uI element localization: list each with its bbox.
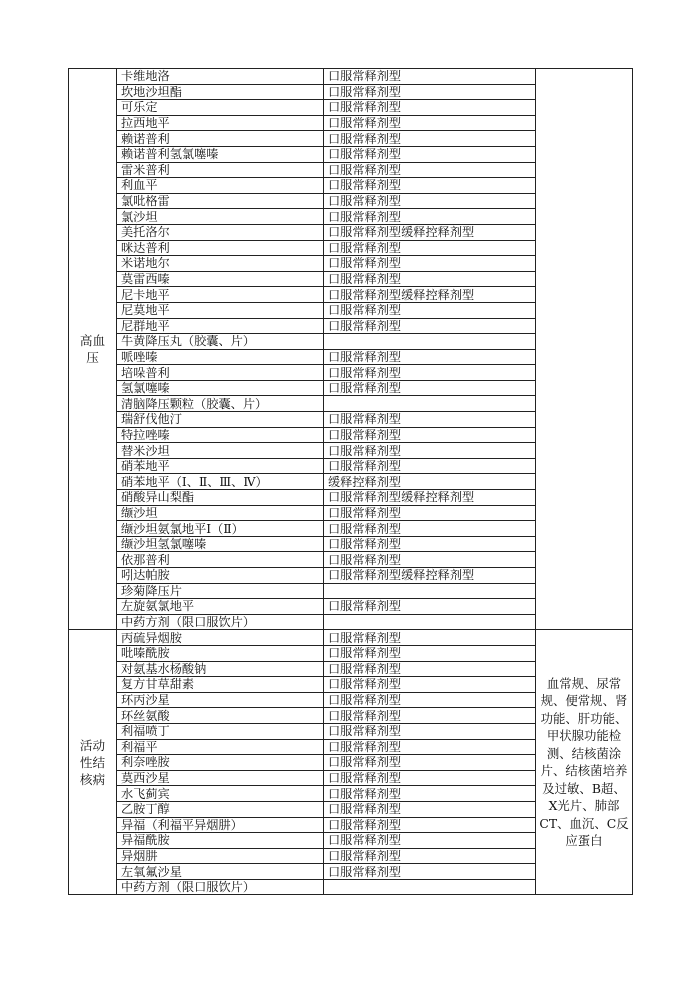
drug-table [68, 68, 633, 895]
drug-name-cell: 尼卡地平 [117, 287, 324, 303]
dosage-form-cell: 口服常释剂型 [324, 708, 536, 724]
dosage-form-cell: 口服常释剂型 [324, 271, 536, 287]
dosage-form-cell: 口服常释剂型 [324, 365, 536, 381]
drug-name-cell: 莫西沙星 [117, 770, 324, 786]
dosage-form-cell: 口服常释剂型 [324, 443, 536, 459]
dosage-form-cell: 口服常释剂型 [324, 599, 536, 615]
dosage-form-cell: 口服常释剂型缓释控释剂型 [324, 568, 536, 584]
dosage-form-cell: 口服常释剂型 [324, 240, 536, 256]
drug-name-cell: 吡嗪酰胺 [117, 645, 324, 661]
dosage-form-cell: 缓释控释剂型 [324, 474, 536, 490]
drug-name-cell: 水飞蓟宾 [117, 786, 324, 802]
drug-name-cell: 缬沙坦 [117, 505, 324, 521]
dosage-form-cell: 口服常释剂型 [324, 630, 536, 646]
drug-name-cell: 环丙沙星 [117, 692, 324, 708]
dosage-form-cell: 口服常释剂型 [324, 178, 536, 194]
drug-name-cell: 雷米普利 [117, 162, 324, 178]
drug-name-cell: 特拉唑嗪 [117, 427, 324, 443]
dosage-form-cell: 口服常释剂型 [324, 521, 536, 537]
dosage-form-cell: 口服常释剂型 [324, 349, 536, 365]
category-cell: 活动性结核病 [69, 630, 117, 895]
dosage-form-cell: 口服常释剂型 [324, 146, 536, 162]
dosage-form-cell [324, 614, 536, 630]
drug-name-cell: 左旋氨氯地平 [117, 599, 324, 615]
dosage-form-cell: 口服常释剂型 [324, 552, 536, 568]
drug-name-cell: 利奈唑胺 [117, 755, 324, 771]
dosage-form-cell [324, 334, 536, 350]
dosage-form-cell: 口服常释剂型 [324, 739, 536, 755]
drug-name-cell: 珍菊降压片 [117, 583, 324, 599]
document-page [68, 68, 632, 895]
drug-name-cell: 丙硫异烟胺 [117, 630, 324, 646]
drug-name-cell: 依那普利 [117, 552, 324, 568]
drug-name-cell: 坎地沙坦酯 [117, 84, 324, 100]
drug-name-cell: 牛黄降压丸（胶囊、片） [117, 334, 324, 350]
drug-name-cell: 硝酸异山梨酯 [117, 490, 324, 506]
exam-items-cell [536, 69, 633, 630]
dosage-form-cell: 口服常释剂型 [324, 380, 536, 396]
category-cell: 高血压 [69, 69, 117, 630]
dosage-form-cell: 口服常释剂型 [324, 162, 536, 178]
dosage-form-cell: 口服常释剂型 [324, 817, 536, 833]
drug-name-cell: 利福喷丁 [117, 723, 324, 739]
drug-name-cell: 美托洛尔 [117, 224, 324, 240]
drug-name-cell: 哌唑嗪 [117, 349, 324, 365]
exam-items-cell: 血常规、尿常规、便常规、肾功能、肝功能、甲状腺功能检测、结核菌涂片、结核菌培养及过敏、B超、X光片、肺部CT、血沉、C反应蛋白 [536, 630, 633, 895]
drug-name-cell: 环丝氨酸 [117, 708, 324, 724]
drug-name-cell: 瑞舒伐他汀 [117, 412, 324, 428]
drug-name-cell: 拉西地平 [117, 115, 324, 131]
dosage-form-cell: 口服常释剂型 [324, 723, 536, 739]
dosage-form-cell: 口服常释剂型 [324, 318, 536, 334]
dosage-form-cell: 口服常释剂型 [324, 505, 536, 521]
drug-name-cell: 氯吡格雷 [117, 193, 324, 209]
dosage-form-cell: 口服常释剂型 [324, 661, 536, 677]
dosage-form-cell: 口服常释剂型 [324, 131, 536, 147]
dosage-form-cell: 口服常释剂型 [324, 848, 536, 864]
drug-name-cell: 利福平 [117, 739, 324, 755]
dosage-form-cell: 口服常释剂型 [324, 770, 536, 786]
drug-name-cell: 尼群地平 [117, 318, 324, 334]
drug-name-cell: 清脑降压颗粒（胶囊、片） [117, 396, 324, 412]
drug-name-cell: 缬沙坦氨氯地平Ⅰ（Ⅱ） [117, 521, 324, 537]
drug-name-cell: 硝苯地平 [117, 458, 324, 474]
dosage-form-cell: 口服常释剂型缓释控释剂型 [324, 287, 536, 303]
dosage-form-cell: 口服常释剂型 [324, 115, 536, 131]
dosage-form-cell: 口服常释剂型 [324, 536, 536, 552]
drug-name-cell: 左氧氟沙星 [117, 864, 324, 880]
dosage-form-cell: 口服常释剂型 [324, 645, 536, 661]
table-row [69, 630, 633, 646]
dosage-form-cell: 口服常释剂型 [324, 84, 536, 100]
dosage-form-cell: 口服常释剂型 [324, 833, 536, 849]
dosage-form-cell: 口服常释剂型 [324, 100, 536, 116]
dosage-form-cell: 口服常释剂型 [324, 209, 536, 225]
dosage-form-cell: 口服常释剂型 [324, 69, 536, 85]
dosage-form-cell: 口服常释剂型 [324, 677, 536, 693]
drug-name-cell: 异烟肼 [117, 848, 324, 864]
drug-name-cell: 氢氯噻嗪 [117, 380, 324, 396]
drug-name-cell: 培哚普利 [117, 365, 324, 381]
drug-name-cell: 咪达普利 [117, 240, 324, 256]
dosage-form-cell: 口服常释剂型 [324, 692, 536, 708]
drug-name-cell: 赖诺普利氢氯噻嗪 [117, 146, 324, 162]
dosage-form-cell: 口服常释剂型 [324, 864, 536, 880]
dosage-form-cell: 口服常释剂型缓释控释剂型 [324, 490, 536, 506]
drug-name-cell: 中药方剂（限口服饮片） [117, 614, 324, 630]
table-row [69, 69, 633, 85]
table-body [69, 69, 633, 895]
dosage-form-cell: 口服常释剂型 [324, 302, 536, 318]
dosage-form-cell [324, 879, 536, 895]
dosage-form-cell [324, 396, 536, 412]
drug-name-cell: 替米沙坦 [117, 443, 324, 459]
drug-name-cell: 赖诺普利 [117, 131, 324, 147]
drug-name-cell: 中药方剂（限口服饮片） [117, 879, 324, 895]
drug-name-cell: 可乐定 [117, 100, 324, 116]
drug-name-cell: 卡维地洛 [117, 69, 324, 85]
dosage-form-cell: 口服常释剂型 [324, 755, 536, 771]
dosage-form-cell: 口服常释剂型缓释控释剂型 [324, 224, 536, 240]
dosage-form-cell: 口服常释剂型 [324, 193, 536, 209]
drug-name-cell: 利血平 [117, 178, 324, 194]
dosage-form-cell: 口服常释剂型 [324, 801, 536, 817]
dosage-form-cell: 口服常释剂型 [324, 786, 536, 802]
drug-name-cell: 硝苯地平（Ⅰ、Ⅱ、Ⅲ、Ⅳ） [117, 474, 324, 490]
drug-name-cell: 吲达帕胺 [117, 568, 324, 584]
drug-name-cell: 缬沙坦氢氯噻嗪 [117, 536, 324, 552]
dosage-form-cell: 口服常释剂型 [324, 458, 536, 474]
drug-name-cell: 复方甘草甜素 [117, 677, 324, 693]
drug-name-cell: 米诺地尔 [117, 256, 324, 272]
drug-name-cell: 莫雷西嗪 [117, 271, 324, 287]
drug-name-cell: 乙胺丁醇 [117, 801, 324, 817]
drug-name-cell: 异福酰胺 [117, 833, 324, 849]
drug-name-cell: 异福（利福平异烟肼） [117, 817, 324, 833]
dosage-form-cell: 口服常释剂型 [324, 256, 536, 272]
dosage-form-cell: 口服常释剂型 [324, 427, 536, 443]
dosage-form-cell [324, 583, 536, 599]
drug-name-cell: 尼莫地平 [117, 302, 324, 318]
dosage-form-cell: 口服常释剂型 [324, 412, 536, 428]
drug-name-cell: 对氨基水杨酸钠 [117, 661, 324, 677]
drug-name-cell: 氯沙坦 [117, 209, 324, 225]
